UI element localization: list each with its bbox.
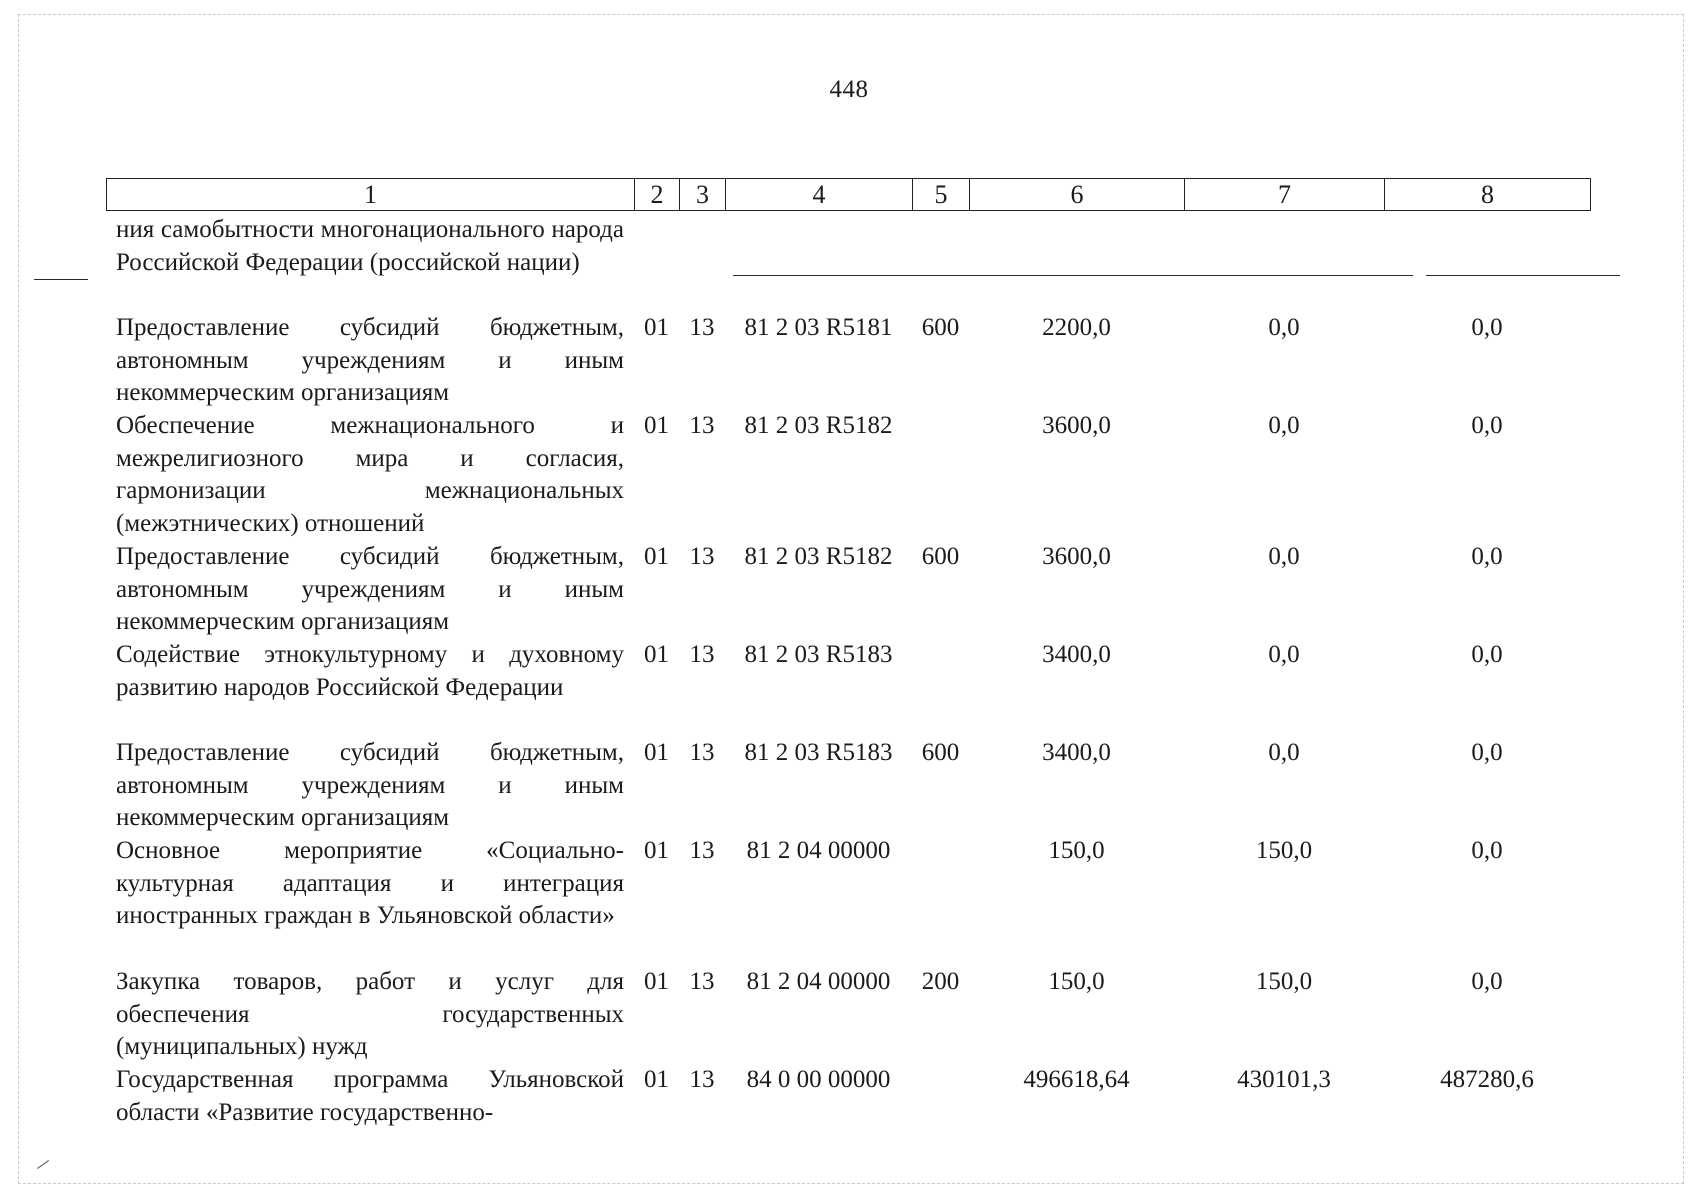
row-name: Закупка товаров, работ и услуг для обеспечения государственных (муниципальных) нужд (116, 968, 624, 1061)
row-subsection: 13 (689, 837, 715, 864)
row-amount-col6 (969, 214, 1184, 312)
row-amount-col6: 150,0 (1048, 837, 1105, 864)
row-amount-col7: 0,0 (1268, 314, 1300, 341)
row-expense-type (912, 1064, 969, 1130)
separator-rule-middle (733, 275, 1413, 276)
column-header-1: 1 (107, 179, 635, 211)
column-header-7: 7 (1185, 179, 1385, 211)
row-amount-col7 (1184, 214, 1384, 312)
row-amount-col6: 496618,64 (1023, 1066, 1130, 1093)
row-expense-type: 200 (921, 968, 960, 995)
row-section: 01 (644, 1066, 669, 1093)
column-header-row (107, 179, 1591, 211)
row-amount-col6: 3600,0 (1042, 543, 1111, 570)
row-target-code: 84 0 00 00000 (746, 1066, 891, 1093)
row-name: Предоставление субсидий бюджетным, автономным учреждениям и иным некоммерческим организациям (116, 543, 624, 636)
row-amount-col6: 2200,0 (1042, 314, 1111, 341)
table-row (106, 835, 1590, 966)
column-header-table (106, 178, 1591, 211)
row-amount-col8: 487280,6 (1440, 1066, 1534, 1093)
budget-table (106, 214, 1590, 1130)
row-amount-col6: 3600,0 (1042, 412, 1111, 439)
column-header-6: 6 (970, 179, 1185, 211)
row-amount-col8: 0,0 (1471, 412, 1503, 439)
separator-rule-right (1426, 275, 1620, 276)
separator-rule-left (34, 279, 88, 280)
row-section: 01 (644, 837, 669, 864)
row-amount-col8: 0,0 (1471, 739, 1503, 766)
table-row (106, 639, 1590, 737)
row-amount-col7: 0,0 (1268, 739, 1300, 766)
row-expense-type (912, 639, 969, 737)
row-name: Основное мероприятие «Социально-культурная адаптация и интеграция иностранных граждан в Ульяновской области» (116, 837, 624, 930)
row-section (634, 214, 679, 312)
row-target-code: 81 2 03 R5181 (744, 314, 893, 341)
row-expense-type (912, 214, 969, 312)
row-name: Государственная программа Ульяновской области «Развитие государственно- (116, 1066, 624, 1126)
row-subsection: 13 (689, 412, 715, 439)
column-header-5: 5 (913, 179, 970, 211)
row-amount-col8: 0,0 (1471, 543, 1503, 570)
row-amount-col8: 0,0 (1471, 968, 1503, 995)
table-row (106, 410, 1590, 541)
row-target-code: 81 2 04 00000 (746, 968, 891, 995)
column-header-4: 4 (726, 179, 913, 211)
row-section: 01 (644, 641, 669, 668)
row-section: 01 (644, 968, 669, 995)
row-target-code: 81 2 03 R5183 (744, 641, 893, 668)
row-amount-col8: 0,0 (1471, 314, 1503, 341)
row-amount-col8: 0,0 (1471, 837, 1503, 864)
table-row (106, 214, 1590, 312)
row-name: Содействие этнокультурному и духовному развитию народов Российской Федерации (116, 641, 624, 701)
column-header-3: 3 (680, 179, 726, 211)
table-row (106, 541, 1590, 639)
row-section: 01 (644, 543, 669, 570)
row-amount-col6: 3400,0 (1042, 739, 1111, 766)
row-amount-col7: 430101,3 (1237, 1066, 1331, 1093)
column-header-8: 8 (1385, 179, 1591, 211)
row-amount-col7: 0,0 (1268, 412, 1300, 439)
row-amount-col6: 150,0 (1048, 968, 1105, 995)
row-expense-type (912, 410, 969, 541)
row-amount-col7: 0,0 (1268, 641, 1300, 668)
row-expense-type: 600 (921, 314, 960, 341)
row-subsection (679, 214, 725, 312)
row-target-code: 81 2 03 R5183 (744, 739, 893, 766)
row-target-code: 81 2 03 R5182 (744, 543, 893, 570)
page-number: 448 (829, 76, 869, 103)
table-row (106, 312, 1590, 410)
row-section: 01 (644, 739, 669, 766)
column-header-2: 2 (635, 179, 680, 211)
row-amount-col6: 3400,0 (1042, 641, 1111, 668)
table-row (106, 1064, 1590, 1130)
table-row (106, 737, 1590, 835)
row-amount-col8 (1384, 214, 1590, 312)
row-amount-col8: 0,0 (1471, 641, 1503, 668)
row-name: Обеспечение межнационального и межрелигиозного мира и согласия, гармонизации межнациональных (межэтнических) отношений (116, 412, 624, 537)
row-subsection: 13 (689, 641, 715, 668)
row-subsection: 13 (689, 739, 715, 766)
budget-table-body (106, 214, 1590, 1130)
row-subsection: 13 (689, 543, 715, 570)
row-target-code: 81 2 03 R5182 (744, 412, 893, 439)
table-row (106, 966, 1590, 1064)
row-name: Предоставление субсидий бюджетным, автономным учреждениям и иным некоммерческим организациям (116, 314, 624, 407)
row-amount-col7: 0,0 (1268, 543, 1300, 570)
row-subsection: 13 (689, 1066, 715, 1093)
row-expense-type: 600 (921, 543, 960, 570)
row-subsection: 13 (689, 968, 715, 995)
row-amount-col7: 150,0 (1255, 837, 1313, 864)
row-target-code (725, 214, 912, 312)
row-expense-type: 600 (921, 739, 960, 766)
row-section: 01 (644, 314, 669, 341)
row-name: Предоставление субсидий бюджетным, автономным учреждениям и иным некоммерческим организациям (116, 739, 624, 832)
row-amount-col7: 150,0 (1255, 968, 1313, 995)
row-expense-type (912, 835, 969, 966)
row-name: ния самобытности многонационального народа Российской Федерации (российской нации) (116, 216, 624, 276)
row-subsection: 13 (689, 314, 715, 341)
row-section: 01 (644, 412, 669, 439)
row-target-code: 81 2 04 00000 (746, 837, 891, 864)
